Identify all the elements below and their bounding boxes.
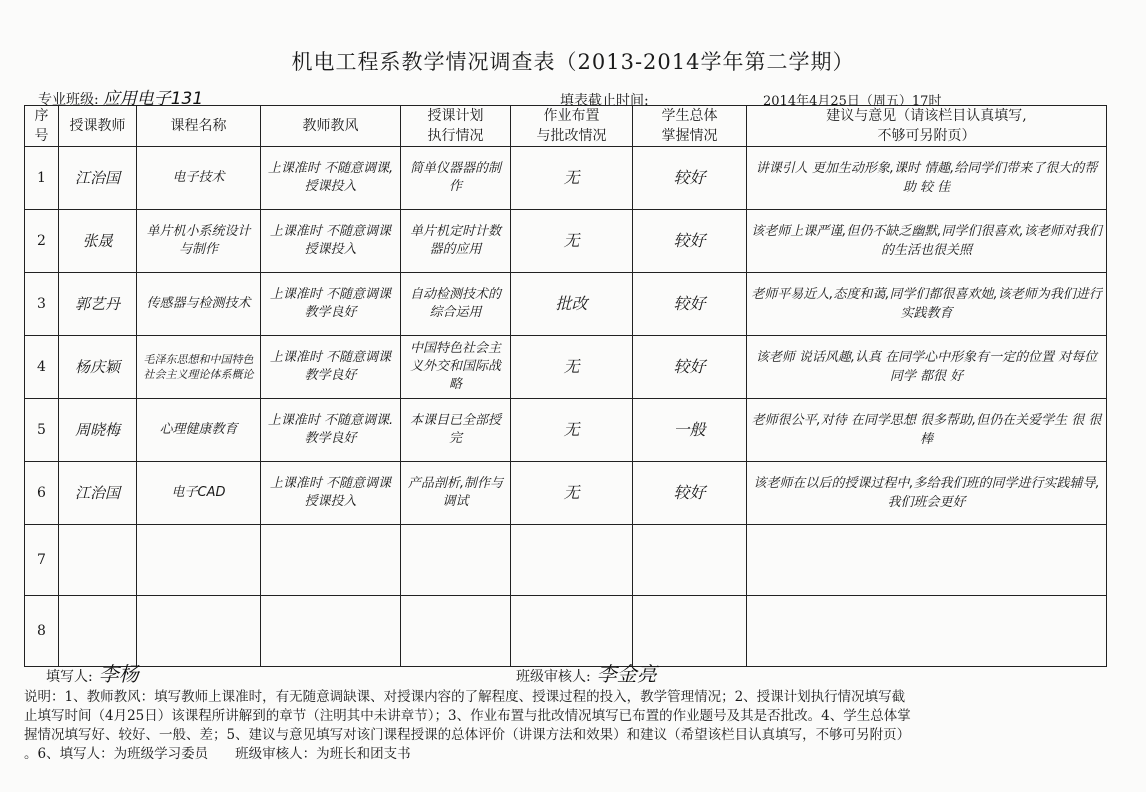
header-suggestion bbox=[747, 106, 1107, 147]
header-course: 课程名称 bbox=[137, 106, 261, 147]
row-style: 上课准时 不随意调课,授课投入 bbox=[261, 147, 401, 210]
row-teacher bbox=[59, 596, 137, 667]
row-mastery: 较好 bbox=[633, 210, 747, 273]
row-plan: 本课目已全部授完 bbox=[401, 399, 511, 462]
row-suggestion: 老师很公平,对待 在同学思想 很多帮助,但仍在关爱学生 很 很棒 bbox=[747, 399, 1107, 462]
row-teacher: 杨庆颖 bbox=[59, 336, 137, 399]
row-suggestion bbox=[747, 525, 1107, 596]
row-suggestion: 讲课引人 更加生动形象,课时 情趣,给同学们带来了很大的帮助 较 佳 bbox=[747, 147, 1107, 210]
row-plan: 单片机定时计数器的应用 bbox=[401, 210, 511, 273]
row-plan bbox=[401, 596, 511, 667]
table-row bbox=[25, 596, 1107, 667]
header-style: 教师教风 bbox=[261, 106, 401, 147]
row-style: 上课准时 不随意调课.教学良好 bbox=[261, 399, 401, 462]
row-mastery: 较好 bbox=[633, 273, 747, 336]
notes-line: 止填写时间（4月25日）该课程所讲解到的章节（注明其中未讲章节）；3、作业布置与批改情况填写已布置的作业题号及其是否批改。4、学生总体掌 bbox=[24, 708, 911, 724]
row-style bbox=[261, 525, 401, 596]
row-style: 上课准时 不随意调课 授课投入 bbox=[261, 210, 401, 273]
row-plan: 中国特色社会主义外交和国际战略 bbox=[401, 336, 511, 399]
row-style bbox=[261, 596, 401, 667]
row-plan: 简单仪器器的制作 bbox=[401, 147, 511, 210]
row-homework: 无 bbox=[511, 462, 633, 525]
row-plan: 产品剖析,制作与调试 bbox=[401, 462, 511, 525]
row-plan: 自动检测技术的综合运用 bbox=[401, 273, 511, 336]
table-row bbox=[25, 336, 1107, 399]
reviewer-name: 李金亮 bbox=[596, 662, 657, 686]
header-homework-line1: 作业布置 bbox=[543, 108, 600, 124]
row-teacher: 周晓梅 bbox=[59, 399, 137, 462]
deadline-value: 2014年4月25日（周五）17时 bbox=[763, 94, 942, 109]
header-mastery-line2: 掌握情况 bbox=[661, 128, 718, 144]
header-plan-line1: 授课计划 bbox=[427, 108, 484, 124]
header-mastery-line1: 学生总体 bbox=[661, 108, 718, 124]
header-plan bbox=[401, 106, 511, 147]
table-row bbox=[25, 462, 1107, 525]
header-suggestion-line1: 建议与意见（请该栏目认真填写, bbox=[826, 108, 1027, 124]
row-suggestion: 该老师 说话风趣,认真 在同学心中形象有一定的位置 对每位同学 都很 好 bbox=[747, 336, 1107, 399]
notes-line: 。6、填写人：为班级学习委员 班级审核人：为班长和团支书 bbox=[24, 746, 411, 762]
row-mastery: 较好 bbox=[633, 462, 747, 525]
row-teacher: 张晟 bbox=[59, 210, 137, 273]
row-suggestion: 老师平易近人,态度和蔼,同学们都很喜欢她,该老师为我们进行实践教育 bbox=[747, 273, 1107, 336]
header-suggestion-line2: 不够可另附页） bbox=[877, 128, 976, 144]
header-homework bbox=[511, 106, 633, 147]
deadline-label: 填表截止时间: bbox=[560, 93, 649, 109]
row-mastery: 较好 bbox=[633, 147, 747, 210]
major-class-value: 应用电子131 bbox=[102, 89, 204, 109]
row-homework bbox=[511, 525, 633, 596]
header-row bbox=[25, 106, 1107, 147]
notes-line: 握情况填写好、较好、一般、差；5、建议与意见填写对该门课程授课的总体评价（讲课方法和效果）和建议（希望该栏目认真填写，不够可另附页） bbox=[24, 727, 911, 743]
row-suggestion: 该老师在以后的授课过程中,多给我们班的同学进行实践辅导,我们班会更好 bbox=[747, 462, 1107, 525]
row-teacher: 江治国 bbox=[59, 147, 137, 210]
header-seq: 序号 bbox=[25, 106, 59, 147]
row-seq: 5 bbox=[25, 399, 59, 462]
row-teacher: 郭艺丹 bbox=[59, 273, 137, 336]
table-row bbox=[25, 525, 1107, 596]
reviewer-signature bbox=[516, 658, 657, 687]
header-teacher: 授课教师 bbox=[59, 106, 137, 147]
row-seq: 2 bbox=[25, 210, 59, 273]
row-style: 上课准时 不随意调课 教学良好 bbox=[261, 273, 401, 336]
row-seq: 1 bbox=[25, 147, 59, 210]
row-suggestion bbox=[747, 596, 1107, 667]
row-course: 电子技术 bbox=[137, 147, 261, 210]
row-homework: 无 bbox=[511, 147, 633, 210]
notes-line: 说明：1、教师教风：填写教师上课准时，有无随意调缺课、对授课内容的了解程度、授课过程的投入，教学管理情况；2、授课计划执行情况填写截 bbox=[24, 689, 906, 705]
row-course bbox=[137, 596, 261, 667]
row-teacher: 江治国 bbox=[59, 462, 137, 525]
survey-table bbox=[24, 105, 1107, 667]
row-mastery bbox=[633, 525, 747, 596]
notes bbox=[24, 688, 1114, 764]
row-seq: 7 bbox=[25, 525, 59, 596]
row-homework: 批改 bbox=[511, 273, 633, 336]
row-course bbox=[137, 525, 261, 596]
filler-name: 李杨 bbox=[98, 662, 139, 686]
row-seq: 6 bbox=[25, 462, 59, 525]
row-seq: 3 bbox=[25, 273, 59, 336]
row-course: 电子CAD bbox=[137, 462, 261, 525]
row-course: 毛泽东思想和中国特色社会主义理论体系概论 bbox=[137, 336, 261, 399]
filler-label: 填写人: bbox=[46, 669, 93, 685]
header-homework-line2: 与批改情况 bbox=[536, 128, 607, 144]
table-row bbox=[25, 399, 1107, 462]
row-style: 上课准时 不随意调课 授课投入 bbox=[261, 462, 401, 525]
row-style: 上课准时 不随意调课 教学良好 bbox=[261, 336, 401, 399]
row-seq: 8 bbox=[25, 596, 59, 667]
header-mastery bbox=[633, 106, 747, 147]
row-homework bbox=[511, 596, 633, 667]
row-course: 单片机小系统设计与制作 bbox=[137, 210, 261, 273]
row-homework: 无 bbox=[511, 336, 633, 399]
filler-signature bbox=[46, 658, 139, 687]
table-row bbox=[25, 273, 1107, 336]
row-homework: 无 bbox=[511, 399, 633, 462]
table-row bbox=[25, 210, 1107, 273]
row-suggestion: 该老师上课严谨,但仍不缺乏幽默,同学们很喜欢,该老师对我们的生活也很关照 bbox=[747, 210, 1107, 273]
row-mastery: 较好 bbox=[633, 336, 747, 399]
row-course: 心理健康教育 bbox=[137, 399, 261, 462]
row-plan bbox=[401, 525, 511, 596]
table-row bbox=[25, 147, 1107, 210]
row-homework: 无 bbox=[511, 210, 633, 273]
row-mastery: 一般 bbox=[633, 399, 747, 462]
row-seq: 4 bbox=[25, 336, 59, 399]
major-class-label: 专业班级: bbox=[38, 92, 99, 108]
row-course: 传感器与检测技术 bbox=[137, 273, 261, 336]
row-mastery bbox=[633, 596, 747, 667]
reviewer-label: 班级审核人: bbox=[516, 669, 591, 685]
row-teacher bbox=[59, 525, 137, 596]
page-title: 机电工程系教学情况调查表（2013-2014学年第二学期） bbox=[291, 50, 855, 74]
header-plan-line2: 执行情况 bbox=[427, 128, 484, 144]
